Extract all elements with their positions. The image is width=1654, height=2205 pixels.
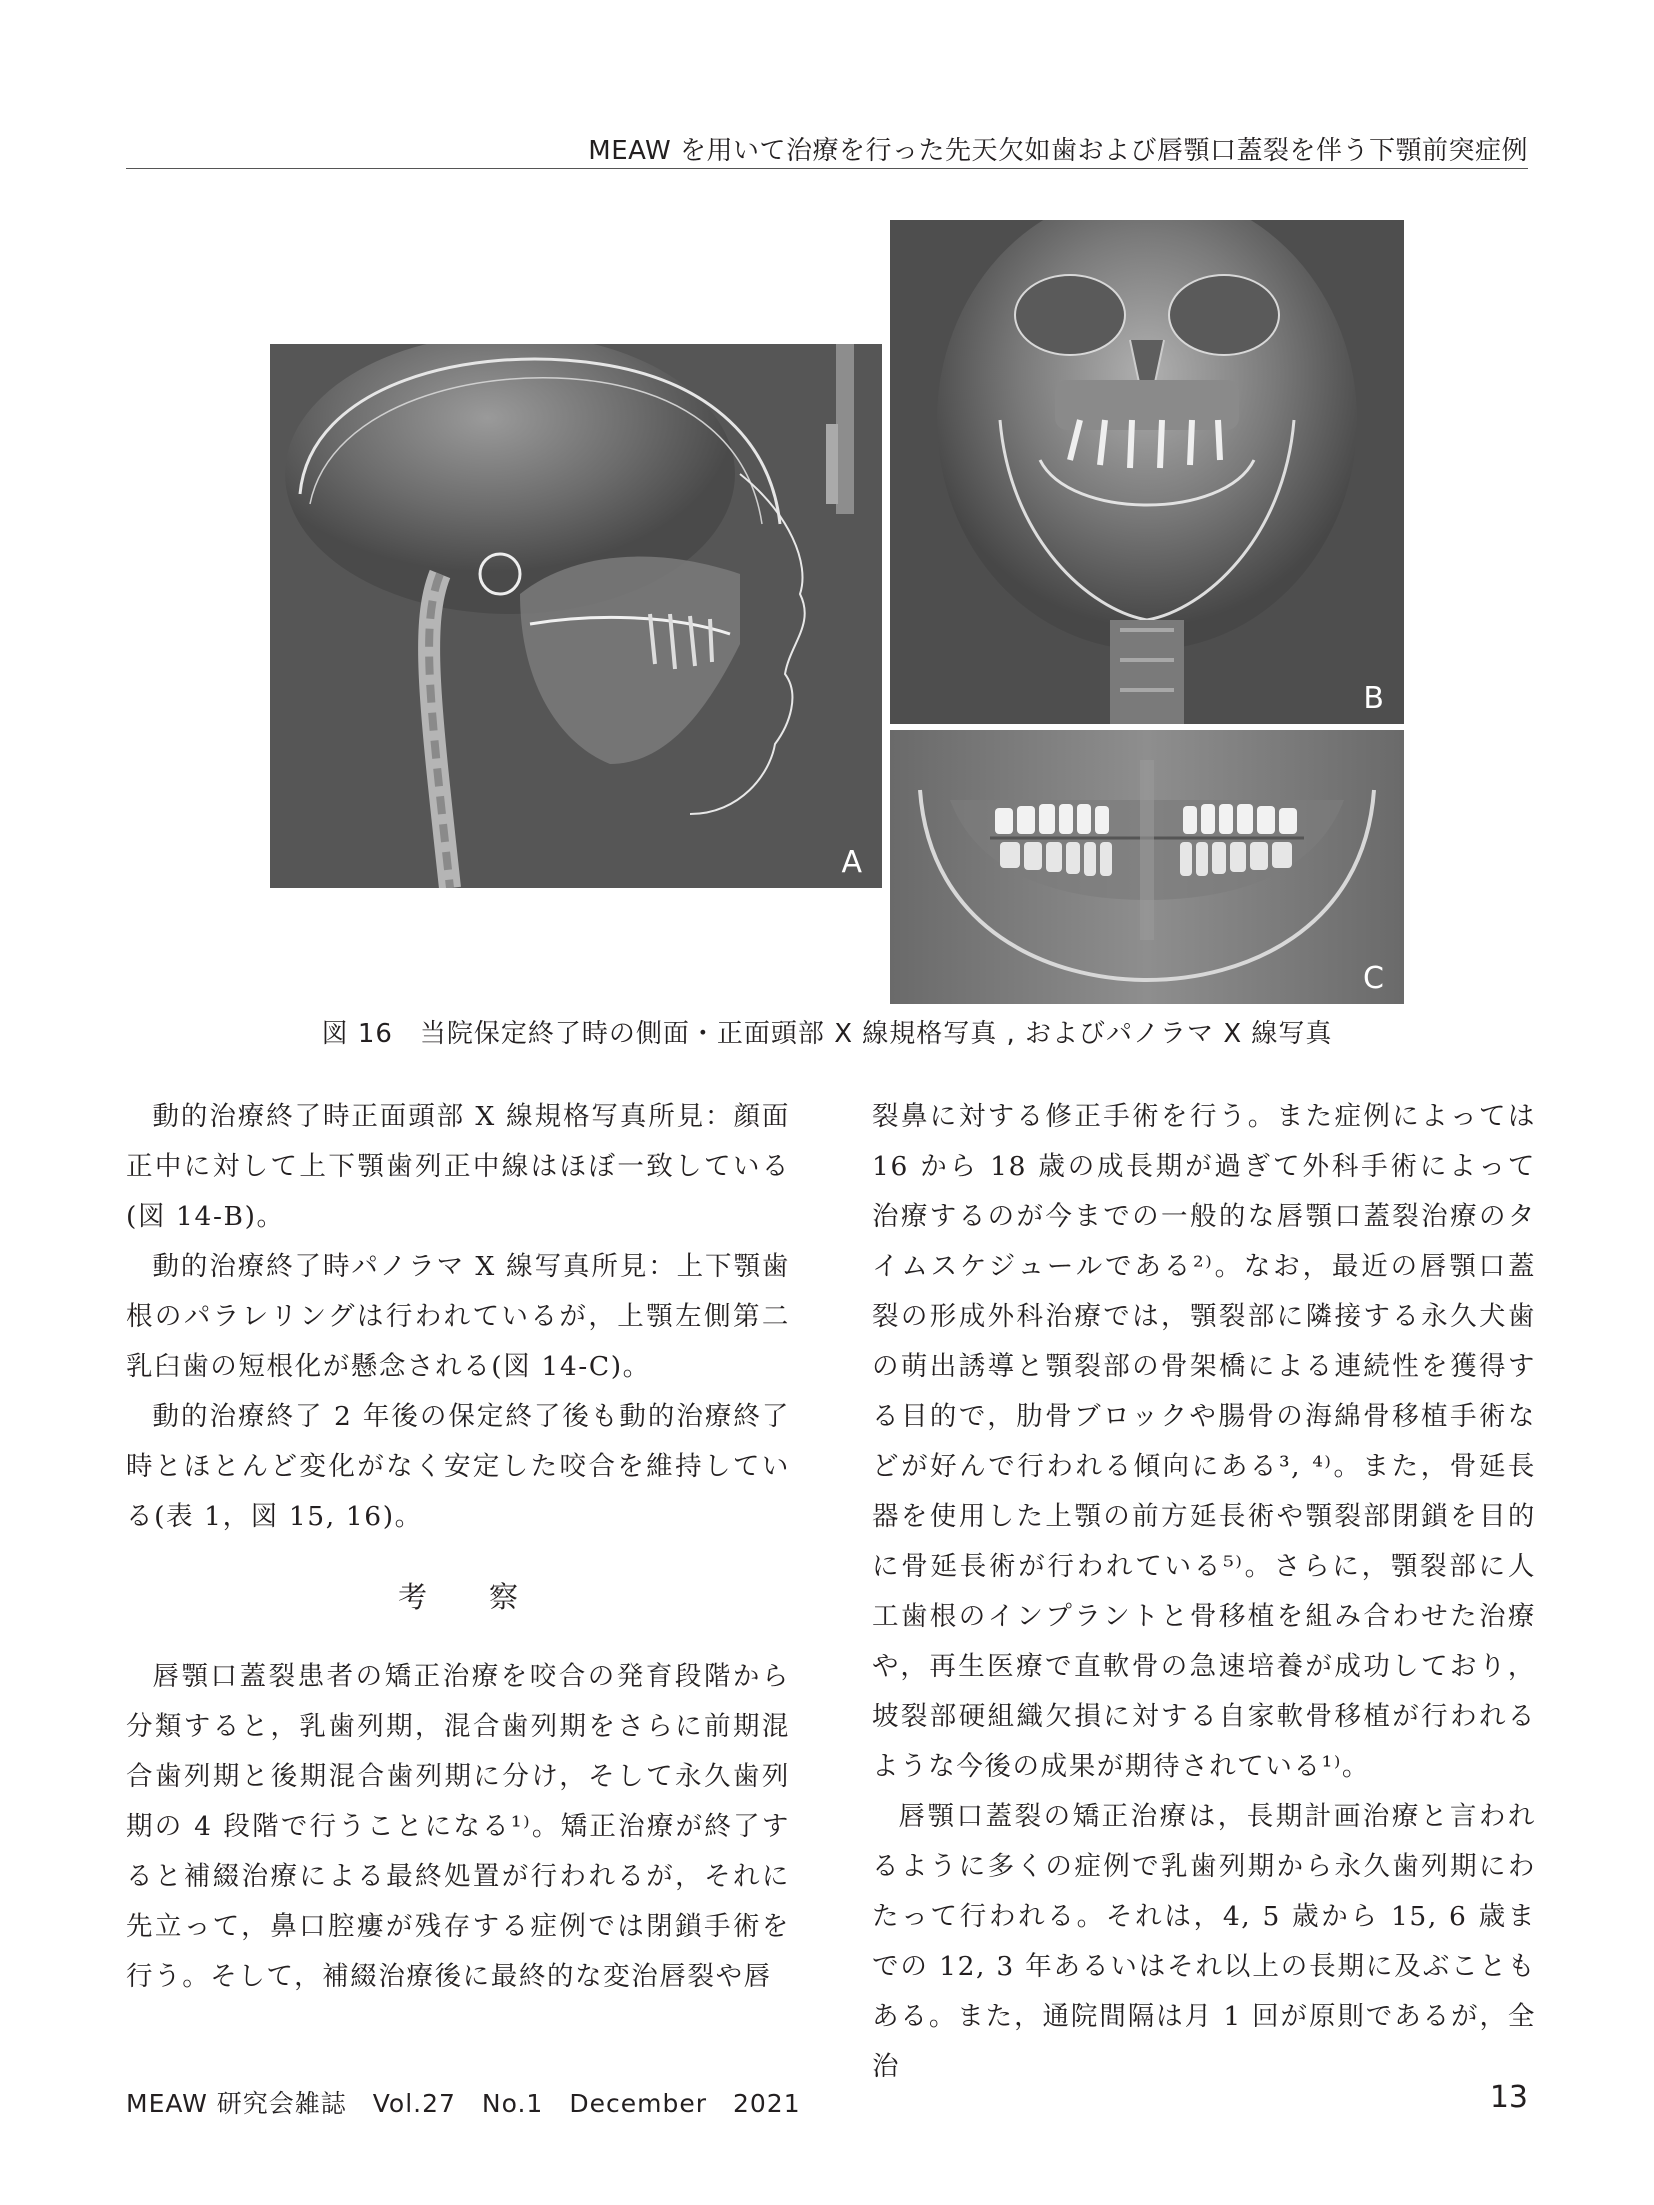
- body-paragraph: 動的治療終了 2 年後の保定終了後も動的治療終了時とほとんど変化がなく安定した咬合を維持している(表 1，図 15, 16)。: [126, 1401, 790, 1532]
- body-paragraph: 裂鼻に対する修正手術を行う。また症例によっては 16 から 18 歳の成長期が過ぎて外科手術によって治療するのが今までの一般的な唇顎口蓋裂治療のタイムスケジュールである²⁾。なお，最近の唇顎口蓋裂の形成外科治療では，顎裂部に隣接する永久犬歯の萌出誘導と顎裂部の骨架橋による連続性を獲得する目的で，肋骨ブロックや腸骨の海綿骨移植手術などが好んで行われる傾向にある³, ⁴⁾。また，骨延長器を使用した上顎の前方延長術や顎裂部閉鎖を目的に骨延長術が行われている⁵⁾。さらに，顎裂部に人工歯根のインプラントと骨移植を組み合わせた治療や，再生医療で直軟骨の急速培養が成功しており，坡裂部硬組織欠損に対する自家軟骨移植が行われるような今後の成果が期待されている¹⁾。: [872, 1101, 1537, 1782]
- body-paragraph: 動的治療終了時正面頭部 X 線規格写真所見：顔面正中に対して上下顎歯列正中線はほぼ一致している(図 14-B)。: [126, 1101, 790, 1232]
- panel-label-b: B: [1363, 681, 1384, 716]
- body-paragraph: 動的治療終了時パノラマ X 線写真所見：上下顎歯根のパラレリングは行われているが，上顎左側第二乳臼歯の短根化が懸念される(図 14-C)。: [126, 1251, 790, 1382]
- panel-label-a: A: [841, 845, 862, 880]
- panel-label-c: C: [1363, 961, 1384, 996]
- left-text-column: [126, 1092, 790, 2002]
- figure-panel-a-lateral-cephalogram: [270, 344, 882, 888]
- body-paragraph: 唇顎口蓋裂患者の矯正治療を咬合の発育段階から分類すると，乳歯列期，混合歯列期をさらに前期混合歯列期と後期混合歯列期に分け，そして永久歯列期の 4 段階で行うことになる¹⁾。矯正治療が終了すると補綴治療による最終処置が行われるが，それに先立って，鼻口腔瘻が残存する症例では閉鎖手術を行う。そして，補綴治療後に最終的な変治唇裂や唇: [126, 1661, 790, 1992]
- right-text-column: [872, 1092, 1536, 2092]
- section-heading: 考察: [397, 1580, 580, 1614]
- figure-panel-c-panoramic-radiograph: [890, 730, 1404, 1004]
- lateral-cephalogram-image: [270, 344, 882, 888]
- figure-panel-b-frontal-cephalogram: [890, 220, 1404, 724]
- page-number: 13: [1489, 2080, 1528, 2115]
- figure-caption: 図 16 当院保定終了時の側面・正面頭部 X 線規格写真 , およびパノラマ X 線写真: [321, 1019, 1333, 1049]
- panoramic-radiograph-image: [890, 730, 1404, 1004]
- body-paragraph: 唇顎口蓋裂の矯正治療は，長期計画治療と言われるように多くの症例で乳歯列期から永久歯列期にわたって行われる。それは，4, 5 歳から 15, 6 歳までの 12, 3 年あるいはそれ以上の長期に及ぶこともある。また，通院間隔は月 1 回が原則であるが，全治: [872, 1801, 1536, 2082]
- running-header: MEAW を用いて治療を行った先天欠如歯および唇顎口蓋裂を伴う下顎前突症例: [588, 136, 1528, 166]
- footer-journal-info: MEAW 研究会雑誌 Vol.27 No.1 December 2021: [126, 2089, 801, 2118]
- frontal-cephalogram-image: [890, 220, 1404, 724]
- header-rule: [126, 168, 1528, 169]
